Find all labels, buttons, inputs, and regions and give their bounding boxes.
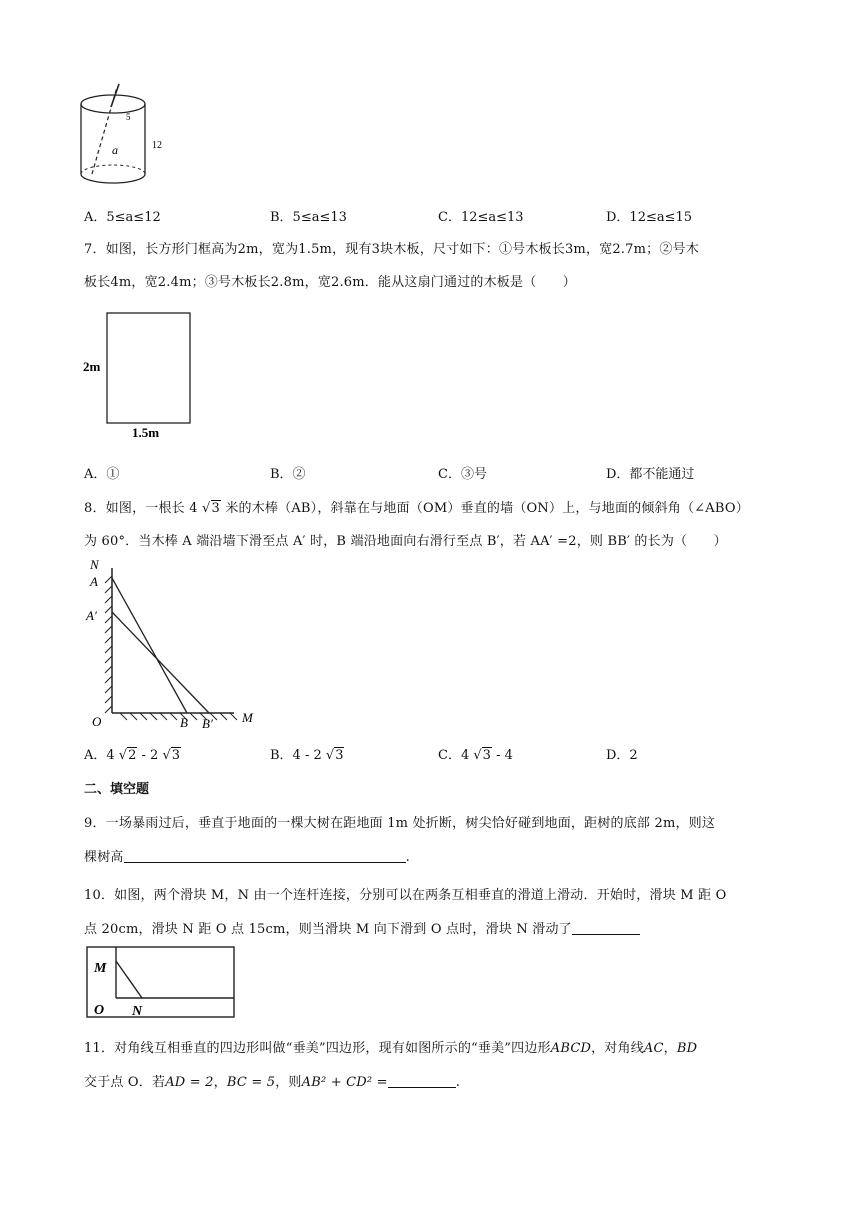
q6-label-5: 5 bbox=[126, 112, 131, 122]
q8-label-a-prime: A′ bbox=[86, 608, 97, 623]
q8-option-b: B．4 - 2 √3 bbox=[270, 748, 344, 763]
q7-text-line1: 7．如图，长方形门框高为2m，宽为1.5m，现有3块木板，尺寸如下：①号木板长3m，宽2.7m；②号木 bbox=[84, 242, 699, 257]
q7-height-label: 2m bbox=[83, 359, 101, 374]
section-title-fill-in: 二、填空题 bbox=[84, 782, 150, 797]
q6-cylinder-figure bbox=[70, 82, 180, 192]
q11-answer-blank[interactable] bbox=[388, 1075, 456, 1088]
q6-label-12: 12 bbox=[152, 140, 162, 151]
q8-line1-b: 米的木棒（AB），斜靠在与地面（OM）垂直的墙（ON）上，与地面的倾斜角（∠ABO） bbox=[220, 501, 749, 516]
q8-option-c: C．4 √3 - 4 bbox=[438, 748, 513, 763]
q8-sqrt: √3 bbox=[202, 501, 220, 516]
q7-option-b: B．② bbox=[270, 467, 306, 482]
q7-width-label: 1.5m bbox=[132, 425, 160, 438]
q8-label-b: B bbox=[180, 715, 188, 728]
q10-text-line1: 10．如图，两个滑块 M，N 由一个连杆连接，分别可以在两条互相垂直的滑道上滑动．开始时，滑块 M 距 O bbox=[84, 888, 727, 903]
q8-text-line2: 为 60°．当木棒 A 端沿墙下滑至点 A′ 时，B 端沿地面向右滑行至点 B′，若 AA′ =2，则 BB′ 的长为（ ） bbox=[84, 534, 727, 549]
q7-door-figure bbox=[80, 308, 205, 438]
q9-text-line1: 9．一场暴雨过后，垂直于地面的一棵大树在距地面 1m 处折断，树尖恰好碰到地面，距树的底部 2m，则这 bbox=[84, 816, 716, 831]
q11-text-line2: 交于点 O．若AD = 2，BC = 5，则AB² + CD² = . bbox=[84, 1075, 461, 1090]
q7-option-c: C．③号 bbox=[438, 467, 487, 482]
q8-label-n: N bbox=[90, 557, 99, 572]
q10-label-n: N bbox=[132, 1004, 143, 1019]
q6-option-b: B．5≤a≤13 bbox=[270, 210, 347, 225]
q6-option-d: D．12≤a≤15 bbox=[606, 210, 693, 225]
q10-slider-figure bbox=[86, 946, 236, 1020]
q7-text-line2: 板长4m，宽2.4m；③号木板长2.8m，宽2.6m．能从这扇门通过的木板是（ ） bbox=[84, 275, 577, 290]
q10-label-m: M bbox=[94, 961, 107, 976]
q10-answer-blank[interactable] bbox=[572, 922, 640, 935]
q9-answer-blank[interactable] bbox=[124, 850, 406, 863]
q6-option-c: C．12≤a≤13 bbox=[438, 210, 524, 225]
q8-ladder-figure bbox=[84, 556, 264, 728]
q11-text-line1: 11．对角线互相垂直的四边形叫做“垂美”四边形，现有如图所示的“垂美”四边形ABCD，对角线AC，BD bbox=[84, 1041, 698, 1056]
q8-option-a: A．4 √2 - 2 √3 bbox=[84, 748, 181, 763]
q7-option-a: A．① bbox=[84, 467, 120, 482]
q10-text-line2: 点 20cm，滑块 N 距 O 点 15cm，则当滑块 M 向下滑到 O 点时，滑块 N 滑动了 bbox=[84, 918, 640, 937]
q8-text-line1 bbox=[84, 497, 749, 516]
q8-label-o: O bbox=[92, 714, 102, 728]
q8-option-d: D．2 bbox=[606, 748, 638, 763]
q6-option-a: A．5≤a≤12 bbox=[84, 210, 161, 225]
q8-label-m: M bbox=[242, 710, 253, 725]
q8-label-a: A bbox=[90, 574, 98, 589]
q10-label-o: O bbox=[94, 1003, 105, 1018]
q9-text-line2: 棵树高 . bbox=[84, 850, 410, 865]
q6-label-a: a bbox=[112, 143, 118, 157]
q8-label-b-prime: B′ bbox=[202, 716, 213, 728]
q7-option-d: D．都不能通过 bbox=[606, 467, 695, 482]
q8-line1-a: 8．如图，一根长 4 bbox=[84, 501, 203, 516]
